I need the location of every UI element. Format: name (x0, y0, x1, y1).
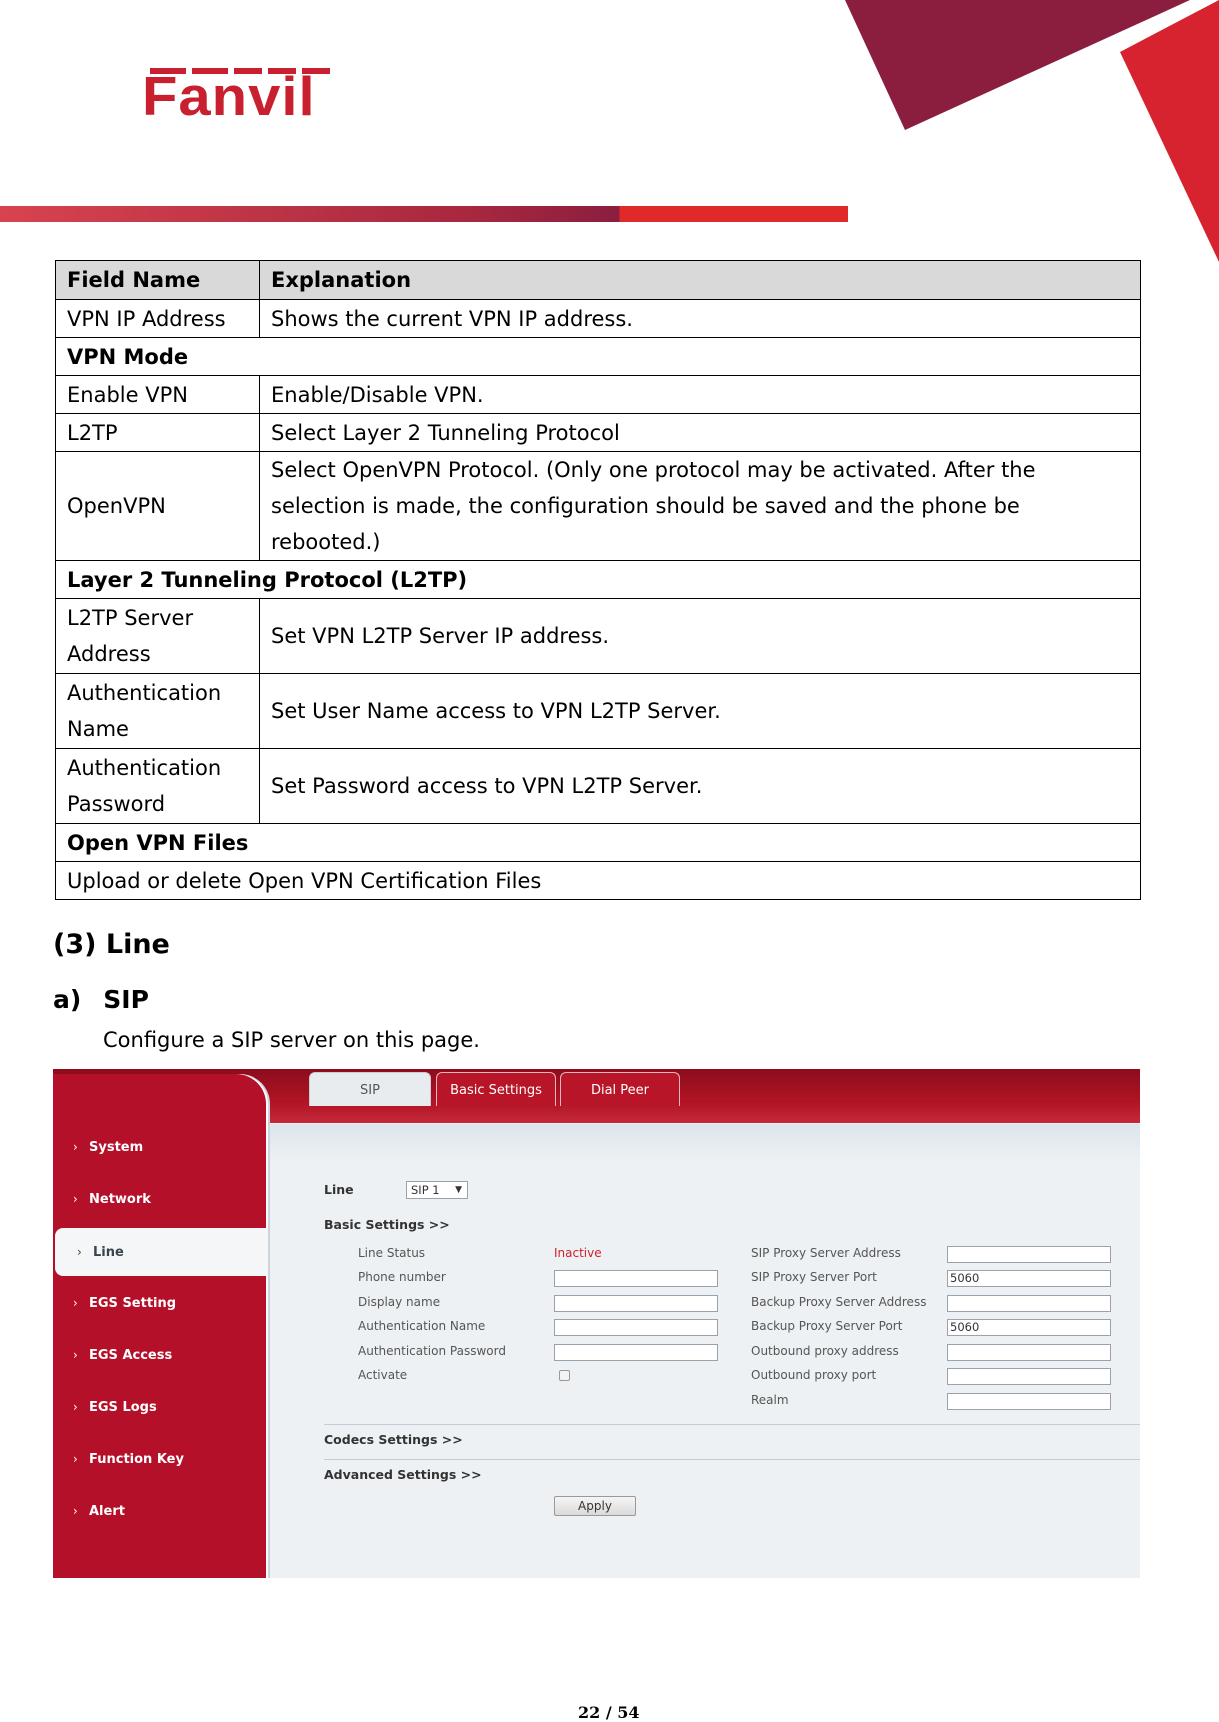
backup-port-input[interactable]: 5060 (947, 1319, 1111, 1336)
auth-name-label: Authentication Name (358, 1319, 486, 1333)
field-explanation: Shows the current VPN IP address. (260, 300, 1141, 338)
proxy-address-input[interactable] (947, 1246, 1111, 1263)
display-name-label: Display name (358, 1295, 441, 1309)
line-select[interactable] (406, 1181, 468, 1199)
subsection-letter: a) (53, 985, 82, 1014)
auth-password-input[interactable] (554, 1344, 718, 1361)
outbound-port-label: Outbound proxy port (751, 1368, 877, 1382)
table-header-explanation: Explanation (260, 261, 1141, 300)
sidebar-item-label: EGS Access (89, 1348, 173, 1363)
codecs-settings-link[interactable]: Codecs Settings >> (324, 1432, 463, 1447)
field-explanation: Set VPN L2TP Server IP address. (260, 599, 1141, 674)
outbound-port-input[interactable] (947, 1368, 1111, 1385)
line-label: Line (324, 1182, 354, 1197)
divider (324, 1459, 1140, 1460)
backup-port-label: Backup Proxy Server Port (751, 1319, 903, 1333)
chevron-right-icon: › (73, 1296, 78, 1310)
field-explanation: Upload or delete Open VPN Certification Files (56, 862, 1141, 900)
sidebar-item-label: EGS Setting (89, 1296, 177, 1311)
line-select-value: SIP 1 (411, 1183, 440, 1197)
proxy-port-input[interactable]: 5060 (947, 1270, 1111, 1287)
table-row (56, 376, 1141, 414)
section-title: VPN Mode (56, 338, 1141, 376)
subsection-title: SIP (103, 985, 149, 1014)
sip-config-screenshot (53, 1069, 1140, 1578)
tab-sip[interactable]: SIP (309, 1072, 431, 1106)
section-title: Layer 2 Tunneling Protocol (L2TP) (56, 561, 1141, 599)
fanvil-logo: Fanvil (142, 65, 316, 128)
table-section-row (56, 824, 1141, 862)
table-row (56, 599, 1141, 674)
field-name: OpenVPN (56, 452, 260, 561)
section-intro: Configure a SIP server on this page. (103, 1028, 480, 1052)
auth-password-label: Authentication Password (358, 1344, 506, 1358)
sidebar-item-alert[interactable] (53, 1488, 266, 1534)
vpn-field-table (55, 260, 1141, 900)
phone-number-label: Phone number (358, 1270, 446, 1284)
outbound-address-label: Outbound proxy address (751, 1344, 899, 1358)
apply-button[interactable]: Apply (554, 1496, 636, 1516)
chevron-right-icon: › (73, 1140, 78, 1154)
sidebar-item-system[interactable] (53, 1124, 266, 1170)
chevron-right-icon: › (73, 1348, 78, 1362)
line-status-value: Inactive (554, 1246, 602, 1260)
tab-basic-settings[interactable]: Basic Settings (436, 1072, 556, 1106)
table-header-field: Field Name (56, 261, 260, 300)
field-name: Authentication Password (56, 749, 260, 824)
sidebar-item-egs-access[interactable] (53, 1332, 266, 1378)
sidebar-item-egs-logs[interactable] (53, 1384, 266, 1430)
sidebar-item-line[interactable] (55, 1228, 268, 1276)
proxy-address-label: SIP Proxy Server Address (751, 1246, 901, 1260)
table-section-row (56, 561, 1141, 599)
field-explanation: Select Layer 2 Tunneling Protocol (260, 414, 1141, 452)
field-name: L2TP Server Address (56, 599, 260, 674)
advanced-settings-link[interactable]: Advanced Settings >> (324, 1467, 482, 1482)
realm-input[interactable] (947, 1393, 1111, 1410)
chevron-right-icon: › (73, 1400, 78, 1414)
phone-number-input[interactable] (554, 1270, 718, 1287)
sidebar-item-label: EGS Logs (89, 1400, 157, 1415)
tab-dial-peer[interactable]: Dial Peer (560, 1072, 680, 1106)
chevron-right-icon: › (73, 1452, 78, 1466)
backup-address-label: Backup Proxy Server Address (751, 1295, 927, 1309)
section-title: Open VPN Files (56, 824, 1141, 862)
auth-name-input[interactable] (554, 1319, 718, 1336)
section-heading: (3) Line (53, 929, 170, 960)
activate-label: Activate (358, 1368, 408, 1382)
dropdown-arrow-icon: ▼ (455, 1185, 462, 1195)
divider (324, 1424, 1140, 1425)
field-name: Authentication Name (56, 674, 260, 749)
chevron-right-icon: › (73, 1192, 78, 1206)
field-name: L2TP (56, 414, 260, 452)
field-explanation: Set User Name access to VPN L2TP Server. (260, 674, 1141, 749)
table-row (56, 674, 1141, 749)
outbound-address-input[interactable] (947, 1344, 1111, 1361)
sidebar-item-label: Alert (89, 1504, 125, 1519)
sidebar-item-egs-setting[interactable] (53, 1280, 266, 1326)
table-row (56, 452, 1141, 561)
sidebar-item-label: Network (89, 1192, 151, 1207)
page-number: 22 / 54 (578, 1703, 640, 1722)
table-row (56, 414, 1141, 452)
line-status-label: Line Status (358, 1246, 426, 1260)
field-name: VPN IP Address (56, 300, 260, 338)
field-explanation: Enable/Disable VPN. (260, 376, 1141, 414)
field-name: Enable VPN (56, 376, 260, 414)
display-name-input[interactable] (554, 1295, 718, 1312)
proxy-port-label: SIP Proxy Server Port (751, 1270, 877, 1284)
sidebar-item-function-key[interactable] (53, 1436, 266, 1482)
table-row (56, 749, 1141, 824)
subsection-heading (53, 985, 149, 1014)
table-row (56, 862, 1141, 900)
field-explanation: Set Password access to VPN L2TP Server. (260, 749, 1141, 824)
header-decoration (0, 0, 1219, 270)
chevron-right-icon: › (73, 1504, 78, 1518)
sidebar-item-label: Function Key (89, 1452, 184, 1467)
realm-label: Realm (751, 1393, 789, 1407)
chevron-right-icon: › (77, 1245, 82, 1259)
header-bar (0, 206, 848, 222)
basic-settings-link[interactable]: Basic Settings >> (324, 1217, 450, 1232)
sidebar-item-network[interactable] (53, 1176, 266, 1222)
sidebar-item-label: Line (93, 1245, 124, 1260)
sidebar-item-label: System (89, 1140, 144, 1155)
activate-checkbox[interactable] (559, 1370, 570, 1381)
backup-address-input[interactable] (947, 1295, 1111, 1312)
table-row (56, 300, 1141, 338)
field-explanation: Select OpenVPN Protocol. (Only one protocol may be activated. After the selection is made, the configuration should be saved and the phone be rebooted.) (260, 452, 1141, 561)
table-section-row (56, 338, 1141, 376)
